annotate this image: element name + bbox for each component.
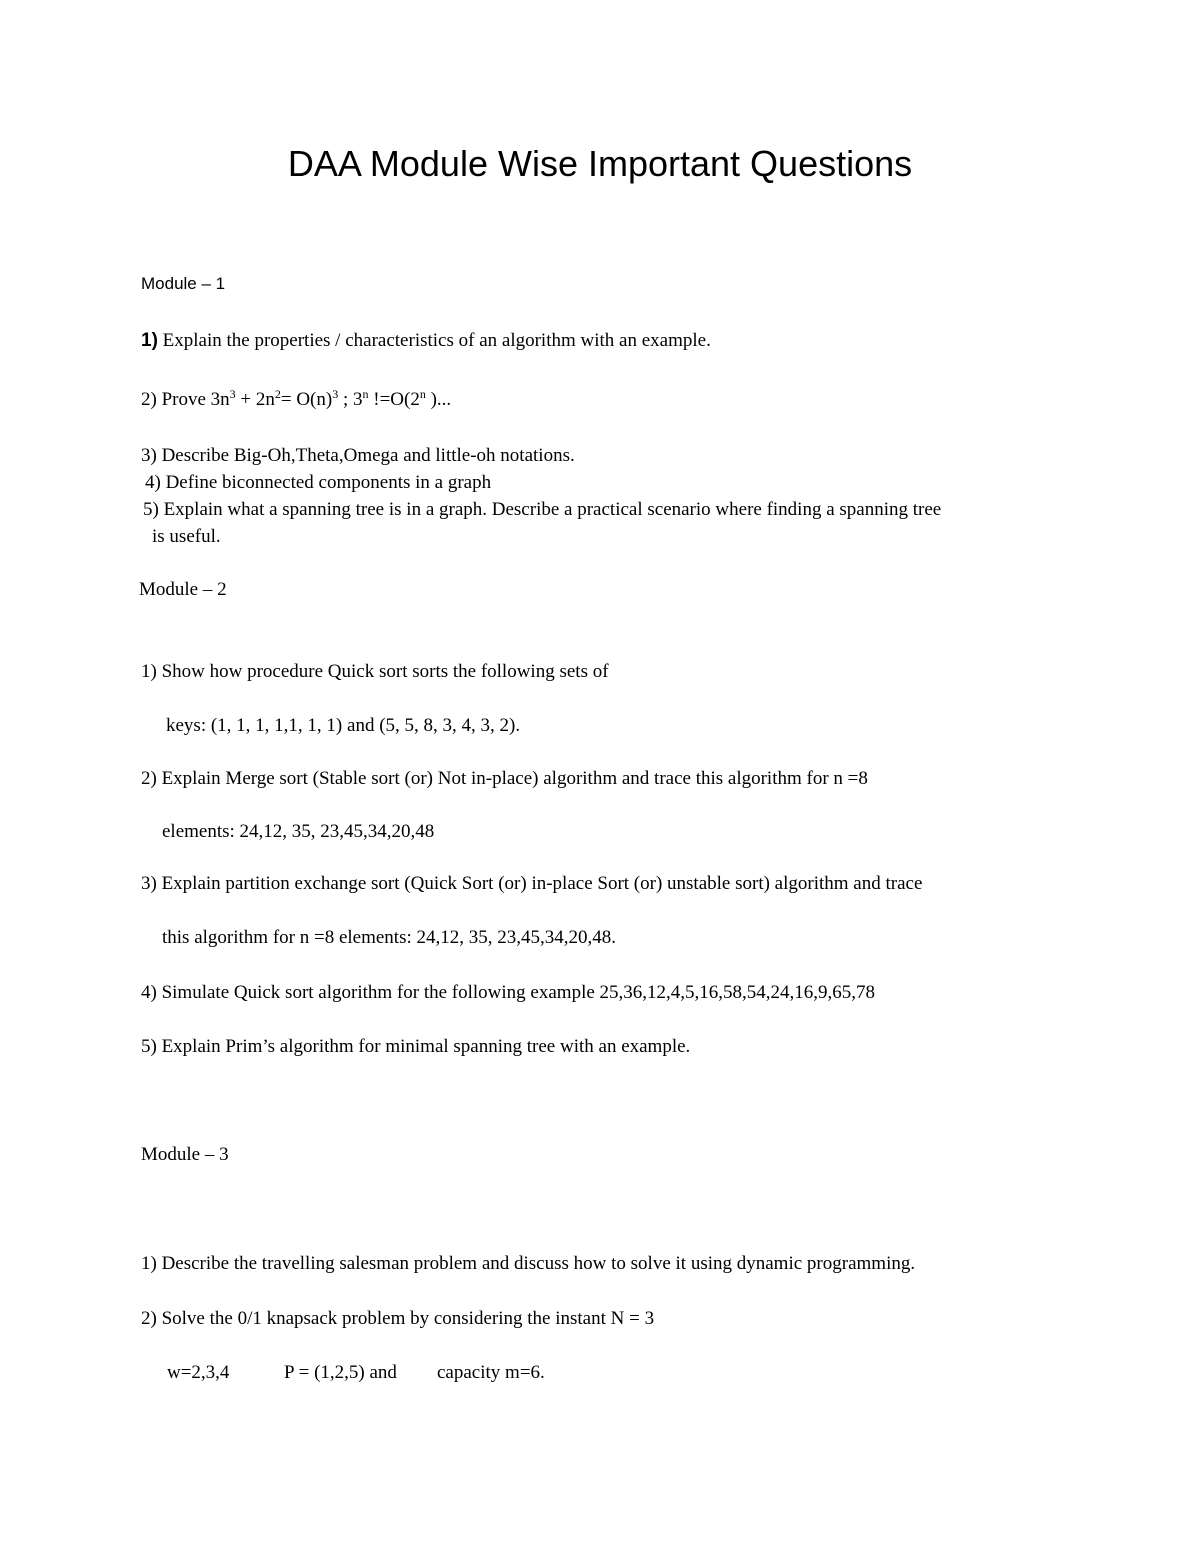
question-number: 1) — [141, 330, 158, 351]
module-1-question-5-line-2: is useful. — [152, 526, 221, 547]
module-1-question-1 — [141, 331, 711, 350]
module-2-question-4: 4) Simulate Quick sort algorithm for the following example 25,36,12,4,5,16,58,54,24,16,9,65,78 — [141, 982, 876, 1003]
page-title: DAA Module Wise Important Questions — [287, 143, 913, 184]
module-3-question-2-line-1: 2) Solve the 0/1 knapsack problem by considering the instant N = 3 — [141, 1308, 655, 1329]
module-1-question-2: 2) Prove $3n^3 + 2n^2= O(n)^3$ ; 3$^n$ $!=O(2^n$ )... — [141, 387, 452, 410]
question-text: Explain the properties / characteristics of an algorithm with an example. — [157, 330, 711, 351]
module-3-question-1: 1) Describe the travelling salesman problem and discuss how to solve it using dynamic programming. — [141, 1253, 916, 1274]
module-3-heading: Module – 3 — [141, 1144, 229, 1165]
module-3-question-2-weights: w=2,3,4 — [167, 1362, 230, 1383]
module-2-question-5: 5) Explain Prim’s algorithm for minimal spanning tree with an example. — [141, 1036, 691, 1057]
module-2-question-2-line-1: 2) Explain Merge sort (Stable sort (or) Not in-place) algorithm and trace this algorithm for n =8 — [141, 768, 868, 789]
module-1-question-4: 4) Define biconnected components in a graph — [145, 472, 492, 493]
module-3-question-2-capacity: capacity m=6. — [437, 1362, 545, 1383]
module-2-question-3-line-1: 3) Explain partition exchange sort (Quick Sort (or) in-place Sort (or) unstable sort) algorithm and trace — [141, 873, 923, 894]
module-2-question-3-line-2: this algorithm for n =8 elements: 24,12, 35, 23,45,34,20,48. — [162, 927, 617, 948]
module-1-heading: Module – 1 — [141, 274, 226, 293]
module-2-heading: Module – 2 — [139, 579, 227, 600]
module-2-question-2-line-2: elements: 24,12, 35, 23,45,34,20,48 — [162, 821, 435, 842]
module-3-question-2-profits: P = (1,2,5) and — [284, 1362, 397, 1383]
module-2-question-1-line-1: 1) Show how procedure Quick sort sorts the following sets of — [141, 661, 609, 682]
module-1-question-3: 3) Describe Big-Oh,Theta,Omega and little-oh notations. — [141, 445, 575, 466]
module-2-question-1-line-2: keys: (1, 1, 1, 1,1, 1, 1) and (5, 5, 8, 3, 4, 3, 2). — [166, 715, 521, 736]
module-1-question-5-line-1: 5) Explain what a spanning tree is in a graph. Describe a practical scenario where finding a spanning tree — [143, 499, 942, 520]
